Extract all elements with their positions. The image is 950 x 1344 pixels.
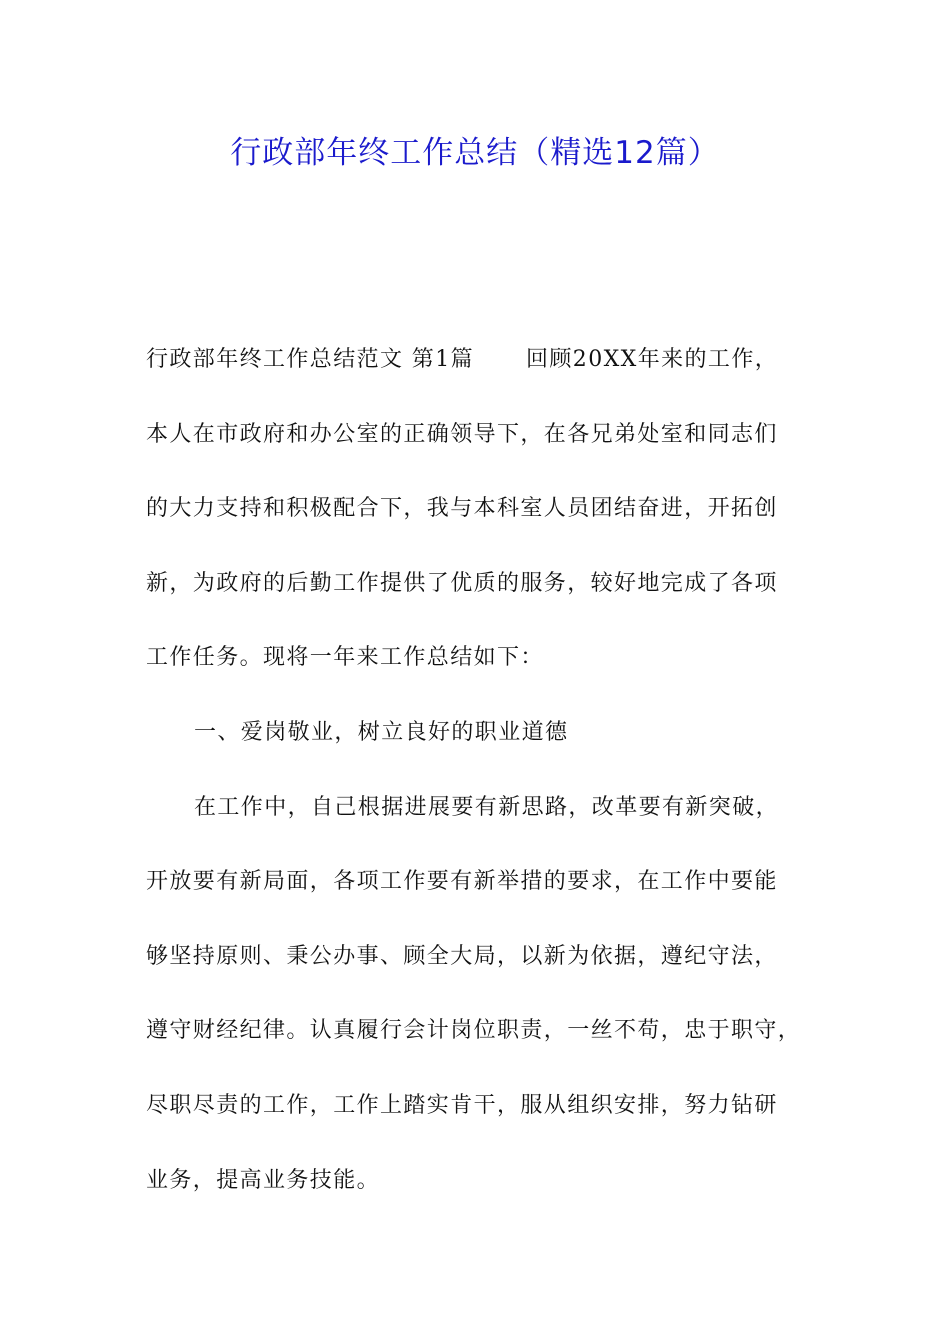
body-line-5: 工作任务。现将一年来工作总结如下： (146, 645, 544, 671)
subheading-line: 一、爱岗敬业，树立良好的职业道德 (194, 719, 569, 745)
body-line-10: 遵守财经纪律。认真履行会计岗位职责，一丝不苟，忠于职守， (146, 1018, 802, 1044)
body-text-segment: 回顾20XX年来的工作， (526, 347, 779, 372)
body-line-1 (146, 335, 814, 410)
document-title: 行政部年终工作总结（精选12篇） (230, 135, 720, 171)
section-heading: 行政部年终工作总结范文 第1篇 (146, 347, 474, 372)
body-line-11: 尽职尽责的工作，工作上踏实肯干，服从组织安排，努力钻研 (146, 1092, 778, 1118)
body-line-12: 业务，提高业务技能。 (146, 1167, 381, 1193)
body-line-3: 的大力支持和积极配合下，我与本科室人员团结奋进，开拓创 (146, 496, 778, 522)
body-line-2: 本人在市政府和办公室的正确领导下，在各兄弟处室和同志们 (146, 421, 778, 447)
body-line-8: 开放要有新局面，各项工作要有新举措的要求，在工作中要能 (146, 869, 778, 895)
document-body (146, 335, 814, 1230)
body-line-4: 新，为政府的后勤工作提供了优质的服务，较好地完成了各项 (146, 570, 778, 596)
body-line-7: 在工作中，自己根据进展要有新思路，改革要有新突破， (194, 794, 780, 820)
body-line-9: 够坚持原则、秉公办事、顾全大局，以新为依据，遵纪守法， (146, 943, 778, 969)
